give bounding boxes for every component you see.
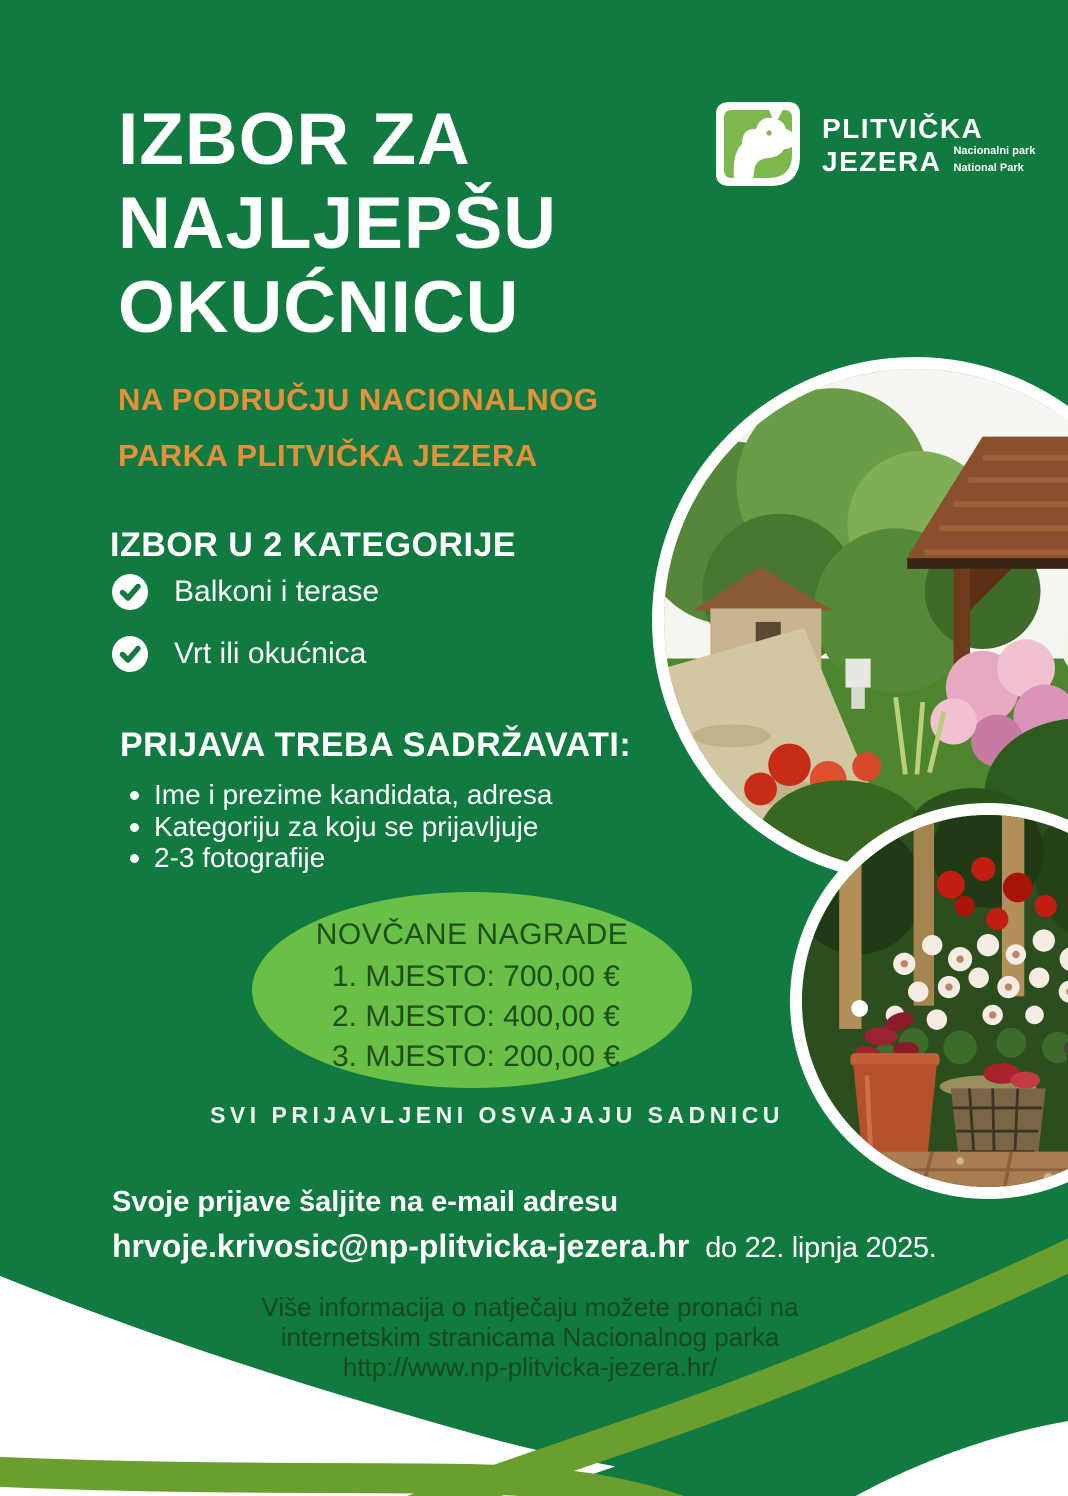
- prizes-panel: [252, 892, 692, 1088]
- logo-name-line2: JEZERA: [822, 146, 942, 177]
- category-item-label: Vrt ili okućnica: [174, 637, 367, 670]
- category-item-garden: [112, 636, 366, 672]
- checkmark-icon: [112, 636, 148, 672]
- prizes-list: [252, 957, 692, 1077]
- park-logo: [712, 98, 1035, 190]
- prize-item-3: 3. MJESTO: 200,00 €: [332, 1040, 620, 1073]
- application-list: [128, 779, 552, 874]
- prizes-heading: NOVČANE NAGRADE: [315, 918, 629, 951]
- application-item: 2-3 fotografije: [128, 842, 552, 874]
- bear-leaf-logo-icon: [712, 98, 804, 190]
- prize-item-1: 1. MJESTO: 700,00 €: [332, 960, 620, 993]
- logo-subtitle-hr: Nacionalni park: [953, 145, 1036, 157]
- category-item-label: Balkoni i terase: [174, 575, 380, 608]
- subtitle-line-1: NA PODRUČJU NACIONALNOG: [118, 382, 599, 417]
- contact-deadline: do 22. lipnja 2025.: [705, 1232, 937, 1264]
- category-item-balconies: [112, 574, 379, 610]
- footer-url[interactable]: http://www.np-plitvicka-jezera.hr/: [342, 1352, 718, 1382]
- subtitle-line-2: PARKA PLITVIČKA JEZERA: [118, 438, 538, 473]
- flowers-photo-illustration: [802, 815, 1068, 1187]
- contact-line: [112, 1228, 937, 1265]
- garden-photo-illustration: [664, 369, 1068, 871]
- logo-subtitle-en: National Park: [953, 161, 1024, 174]
- footer-line-1: Više informacija o natječaju možete pronaći na: [261, 1292, 799, 1322]
- contact-email[interactable]: hrvoje.krivosic@np-plitvicka-jezera.hr: [112, 1228, 690, 1264]
- logo-name-line1: PLITVIČKA: [822, 113, 984, 144]
- park-logo-text: [822, 98, 1035, 190]
- subtitle: [118, 372, 599, 484]
- application-heading: PRIJAVA TREBA SADRŽAVATI:: [120, 726, 632, 764]
- footer-line-2: internetskim stranicama Nacionalnog parka: [280, 1322, 780, 1352]
- sapling-note: SVI PRIJAVLJENI OSVAJAJU SADNICU: [210, 1102, 784, 1128]
- title-line-2: NAJLJEPŠU: [118, 183, 558, 264]
- title-line-1: IZBOR ZA: [118, 99, 471, 180]
- application-item: Kategoriju za koju se prijavljuje: [128, 811, 552, 843]
- contact-intro: Svoje prijave šaljite na e-mail adresu: [112, 1186, 619, 1218]
- application-item: Ime i prezime kandidata, adresa: [128, 779, 552, 811]
- page-title: [118, 98, 557, 350]
- title-line-3: OKUĆNICU: [118, 267, 520, 348]
- footer-info: [164, 1292, 896, 1382]
- categories-heading: IZBOR U 2 KATEGORIJE: [110, 526, 517, 564]
- prize-item-2: 2. MJESTO: 400,00 €: [332, 1000, 620, 1033]
- checkmark-icon: [112, 574, 148, 610]
